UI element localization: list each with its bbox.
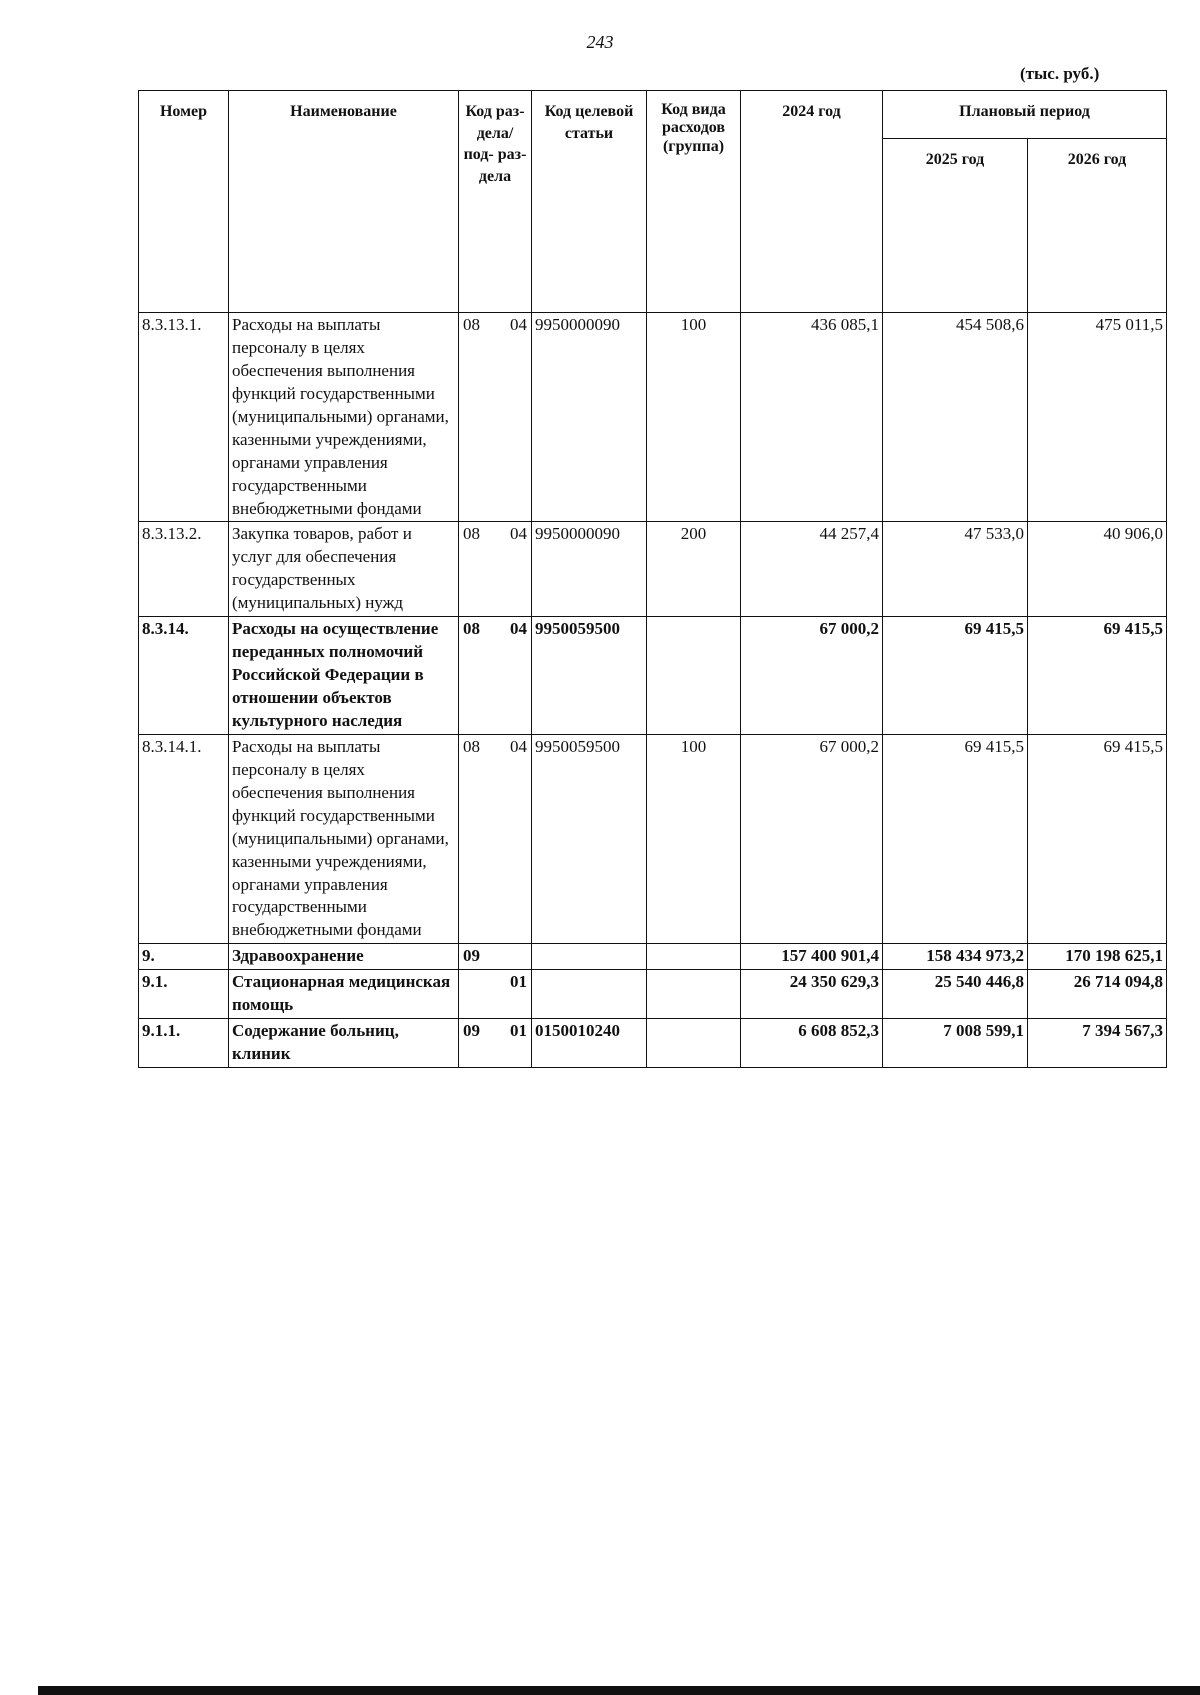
row-2024: 6 608 852,3 <box>741 1019 883 1068</box>
row-target: 0150010240 <box>532 1019 647 1068</box>
row-target <box>532 970 647 1019</box>
row-2025: 25 540 446,8 <box>883 970 1028 1019</box>
table-row <box>139 1019 1167 1068</box>
row-expense-type <box>647 1019 741 1068</box>
row-expense-type <box>647 970 741 1019</box>
row-target: 9950000090 <box>532 522 647 617</box>
row-name: Расходы на выплаты персоналу в целях обеспечения выполнения функций государственными (муниципальными) органами, казенными учреждениями, органами управления государственными внебюджетными фондами <box>229 313 459 522</box>
row-razdel: 08 <box>463 524 480 544</box>
row-razdel: 09 <box>463 1021 480 1041</box>
row-podrazdel: 04 <box>510 524 527 544</box>
header-year-2025: 2025 год <box>883 139 1028 313</box>
row-target: 9950059500 <box>532 734 647 943</box>
row-razdel: 08 <box>463 736 480 756</box>
row-2024: 67 000,2 <box>741 617 883 735</box>
row-2024: 24 350 629,3 <box>741 970 883 1019</box>
row-2025: 454 508,6 <box>883 313 1028 522</box>
row-section <box>459 1019 532 1068</box>
row-expense-type: 100 <box>647 313 741 522</box>
row-razdel: 09 <box>463 946 480 966</box>
row-podrazdel: 01 <box>510 972 527 992</box>
row-section <box>459 617 532 735</box>
header-planned-period: Плановый период <box>883 91 1167 139</box>
row-target: 9950000090 <box>532 313 647 522</box>
page-number: 243 <box>586 32 614 52</box>
row-expense-type <box>647 944 741 970</box>
row-2026: 69 415,5 <box>1028 617 1167 735</box>
row-number: 8.3.13.2. <box>139 522 229 617</box>
row-2025: 7 008 599,1 <box>883 1019 1028 1068</box>
row-podrazdel: 04 <box>510 736 527 756</box>
table-row <box>139 617 1167 735</box>
row-podrazdel: 04 <box>510 315 527 334</box>
budget-table <box>138 90 1167 1068</box>
header-name: Наименование <box>229 91 459 313</box>
row-razdel: 08 <box>463 315 480 334</box>
row-target: 9950059500 <box>532 617 647 735</box>
row-number: 8.3.14. <box>139 617 229 735</box>
row-2026: 170 198 625,1 <box>1028 944 1167 970</box>
table-row <box>139 313 1167 522</box>
table-row <box>139 734 1167 943</box>
header-expense-type: Код вида расходов (группа) <box>647 91 741 313</box>
row-2025: 47 533,0 <box>883 522 1028 617</box>
row-section <box>459 734 532 943</box>
row-2025: 69 415,5 <box>883 617 1028 735</box>
row-2025: 69 415,5 <box>883 734 1028 943</box>
row-number: 9.1.1. <box>139 1019 229 1068</box>
row-podrazdel: 01 <box>510 1021 527 1041</box>
row-number: 8.3.13.1. <box>139 313 229 522</box>
row-razdel: 08 <box>463 619 480 639</box>
row-name: Содержание больниц, клиник <box>229 1019 459 1068</box>
units-label: (тыс. руб.) <box>1020 64 1100 83</box>
row-2026: 7 394 567,3 <box>1028 1019 1167 1068</box>
row-section <box>459 970 532 1019</box>
scan-edge-bar <box>38 1686 1200 1695</box>
row-2024: 157 400 901,4 <box>741 944 883 970</box>
header-section: Код раз- дела/ под- раз- дела <box>459 91 532 313</box>
row-2024: 67 000,2 <box>741 734 883 943</box>
row-expense-type: 200 <box>647 522 741 617</box>
row-name: Стационарная медицинская помощь <box>229 970 459 1019</box>
row-2026: 26 714 094,8 <box>1028 970 1167 1019</box>
row-number: 8.3.14.1. <box>139 734 229 943</box>
header-year-2024: 2024 год <box>741 91 883 313</box>
row-2026: 475 011,5 <box>1028 313 1167 522</box>
row-2024: 436 085,1 <box>741 313 883 522</box>
row-section <box>459 313 532 522</box>
row-target <box>532 944 647 970</box>
table-row <box>139 944 1167 970</box>
row-section <box>459 944 532 970</box>
row-number: 9. <box>139 944 229 970</box>
header-year-2026: 2026 год <box>1028 139 1167 313</box>
table-row <box>139 970 1167 1019</box>
row-expense-type: 100 <box>647 734 741 943</box>
row-name: Здравоохранение <box>229 944 459 970</box>
row-expense-type <box>647 617 741 735</box>
row-podrazdel: 04 <box>510 619 527 639</box>
row-2025: 158 434 973,2 <box>883 944 1028 970</box>
row-name: Расходы на осуществление переданных полномочий Российской Федерации в отношении объектов культурного наследия <box>229 617 459 735</box>
header-row <box>139 91 1167 139</box>
header-target: Код целевой статьи <box>532 91 647 313</box>
table-row <box>139 522 1167 617</box>
row-2024: 44 257,4 <box>741 522 883 617</box>
row-number: 9.1. <box>139 970 229 1019</box>
row-section <box>459 522 532 617</box>
row-2026: 40 906,0 <box>1028 522 1167 617</box>
row-name: Расходы на выплаты персоналу в целях обеспечения выполнения функций государственными (муниципальными) органами, казенными учреждениями, органами управления государственными внебюджетными фондами <box>229 734 459 943</box>
header-number: Номер <box>139 91 229 313</box>
row-2026: 69 415,5 <box>1028 734 1167 943</box>
row-name: Закупка товаров, работ и услуг для обеспечения государственных (муниципальных) нужд <box>229 522 459 617</box>
